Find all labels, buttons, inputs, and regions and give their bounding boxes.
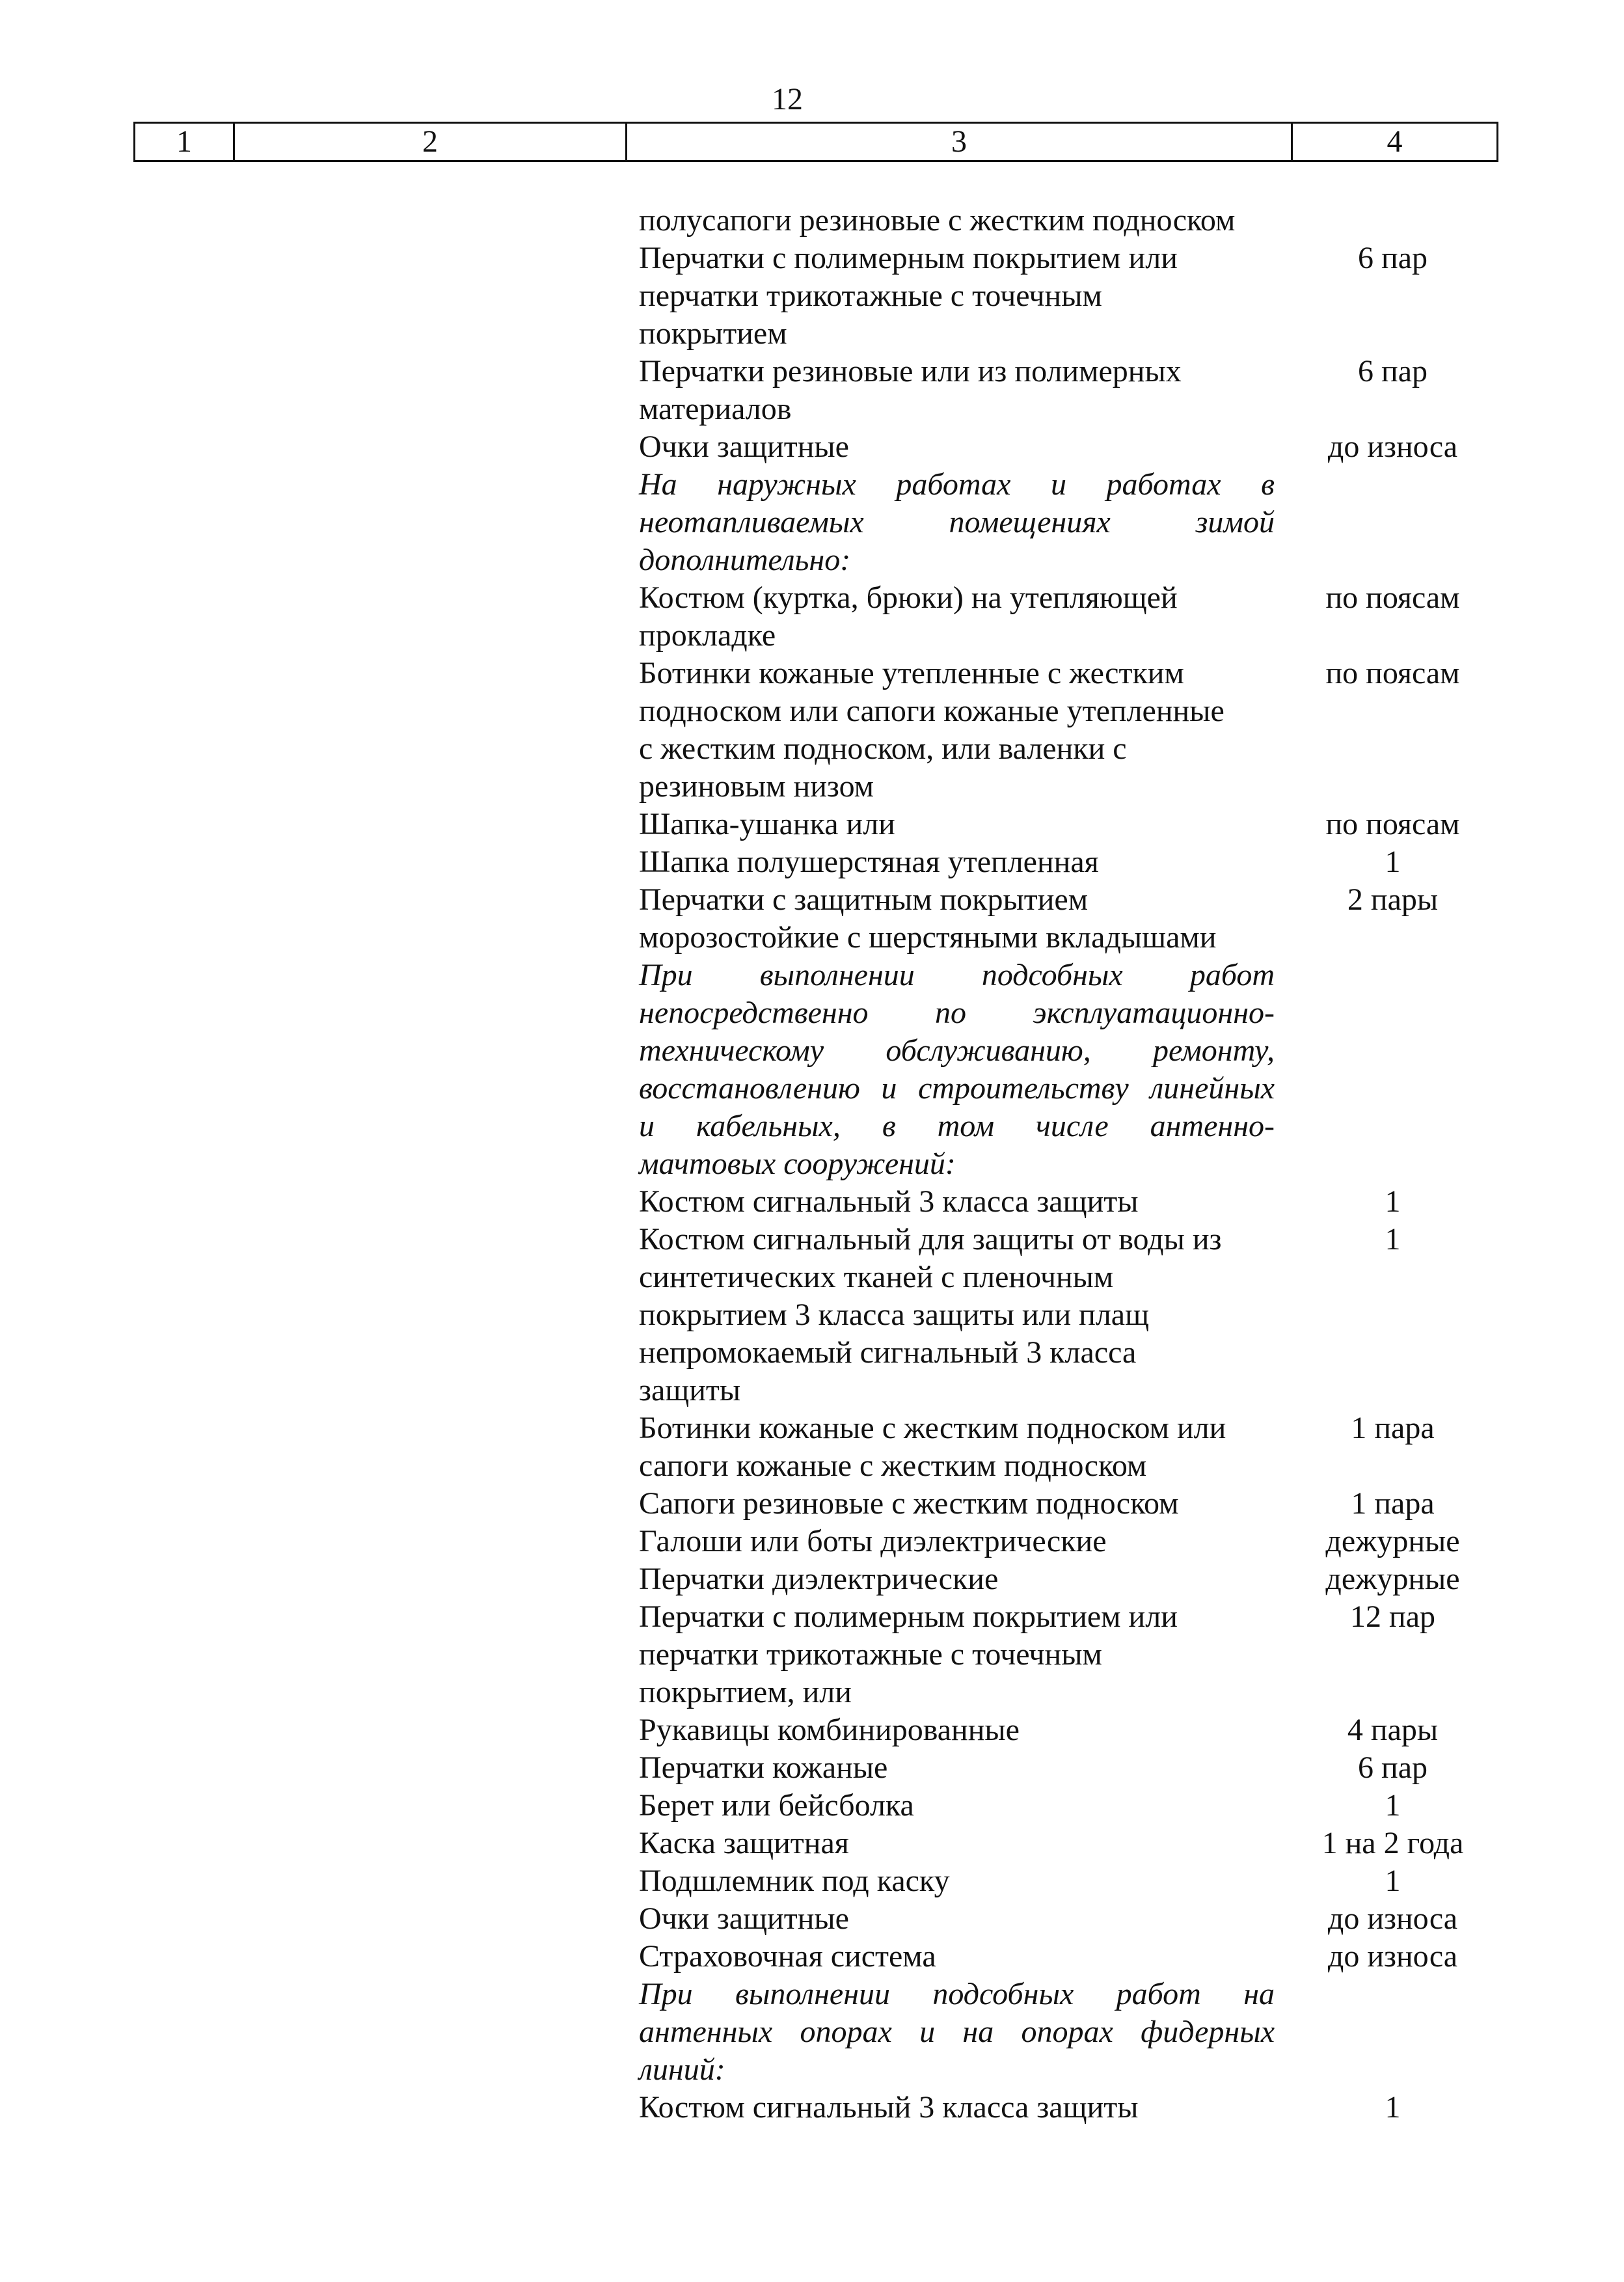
item-norm: 1 xyxy=(1385,1222,1401,1256)
item-norm xyxy=(1275,202,1511,239)
item-name-line: Сапоги резиновые с жестким подноском xyxy=(639,1486,1179,1521)
section-note-line: На наружных работах и работах в xyxy=(639,467,1275,502)
section-note-line: техническому обслуживанию, ремонту, xyxy=(639,1033,1275,1068)
item-name xyxy=(639,1523,1275,1560)
section-note-line: При выполнении подсобных работ xyxy=(639,958,1275,992)
item-name xyxy=(639,579,1275,655)
list-item xyxy=(639,1485,1511,1523)
item-name-line: Рукавицы комбинированные xyxy=(639,1713,1020,1747)
list-item xyxy=(639,1598,1511,1711)
list-item xyxy=(639,1938,1511,1976)
column-header-table xyxy=(133,122,1498,162)
item-name-line: Костюм сигнальный для защиты от воды из xyxy=(639,1222,1222,1256)
list-item xyxy=(639,579,1511,655)
item-name-line: непромокаемый сигнальный 3 класса xyxy=(639,1335,1137,1370)
section-note-line: восстановлению и строительству линейных xyxy=(639,1071,1275,1106)
item-norm: 1 на 2 года xyxy=(1321,1826,1464,1860)
section-note xyxy=(639,466,1275,579)
list-item xyxy=(639,2089,1511,2126)
item-name-line: Костюм сигнальный 3 класса защиты xyxy=(639,1184,1139,1219)
list-item xyxy=(639,806,1511,843)
item-name xyxy=(639,881,1275,957)
item-name xyxy=(639,2089,1275,2126)
page-number: 12 xyxy=(772,82,803,116)
item-norm: 1 xyxy=(1385,845,1401,879)
item-name xyxy=(639,806,1275,843)
column-header-4: 4 xyxy=(1292,123,1498,161)
section-note xyxy=(639,957,1275,1183)
item-norm: 12 пар xyxy=(1350,1599,1435,1634)
item-norm: до износа xyxy=(1327,1901,1458,1936)
section-note-line: При выполнении подсобных работ на xyxy=(639,1977,1275,2011)
item-name xyxy=(639,1221,1275,1409)
item-name-line: Шапка полушерстяная утепленная xyxy=(639,845,1099,879)
item-name-line: полусапоги резиновые с жестким подноском xyxy=(639,203,1236,238)
item-name-line: Перчатки резиновые или из полимерных xyxy=(639,354,1182,388)
item-norm: 1 пара xyxy=(1351,1411,1435,1445)
item-name-line: Перчатки с полимерным покрытием или xyxy=(639,241,1178,275)
item-name xyxy=(639,239,1275,353)
item-name-line: Костюм сигнальный 3 класса защиты xyxy=(639,2090,1139,2125)
item-name xyxy=(639,1409,1275,1485)
list-item xyxy=(639,881,1511,957)
item-norm: 2 пары xyxy=(1347,882,1439,917)
item-name-line: прокладке xyxy=(639,618,776,653)
list-item xyxy=(639,1183,1511,1221)
item-name xyxy=(639,1598,1275,1711)
item-name xyxy=(639,655,1275,806)
list-item xyxy=(639,1523,1511,1560)
list-item xyxy=(639,843,1511,881)
item-norm: 1 пара xyxy=(1351,1486,1435,1521)
item-name-line: с жестким подноском, или валенки с xyxy=(639,731,1127,766)
list-item xyxy=(639,202,1511,239)
item-name-line: Шапка-ушанка или xyxy=(639,807,895,841)
item-norm: дежурные xyxy=(1325,1524,1460,1558)
item-name xyxy=(639,1787,1275,1825)
item-name xyxy=(639,1711,1275,1749)
item-name-line: Каска защитная xyxy=(639,1826,849,1860)
section-note-line: неотапливаемых помещениях зимой xyxy=(639,505,1275,539)
item-norm: дежурные xyxy=(1325,1562,1460,1596)
column-header-1: 1 xyxy=(135,123,234,161)
item-norm: по поясам xyxy=(1325,807,1460,841)
item-name-line: Перчатки с полимерным покрытием или xyxy=(639,1599,1178,1634)
item-name-line: Страховочная система xyxy=(639,1939,936,1974)
list-item xyxy=(639,1221,1511,1409)
list-item xyxy=(639,1862,1511,1900)
item-name-line: покрытием, или xyxy=(639,1675,852,1709)
item-norm: 1 xyxy=(1385,1184,1401,1219)
list-item xyxy=(639,1409,1511,1485)
section-note-line: линий: xyxy=(639,2052,725,2087)
list-item xyxy=(639,1711,1511,1749)
item-name-line: подноском или сапоги кожаные утепленные xyxy=(639,694,1225,728)
item-name-line: Костюм (куртка, брюки) на утепляющей xyxy=(639,580,1178,615)
list-item xyxy=(639,428,1511,466)
item-name-line: резиновым низом xyxy=(639,769,874,804)
section-note-line: антенных опорах и на опорах фидерных xyxy=(639,2015,1275,2049)
item-name xyxy=(639,1938,1275,1976)
item-name-line: Очки защитные xyxy=(639,1901,849,1936)
item-name-line: Очки защитные xyxy=(639,429,849,464)
item-name xyxy=(639,1900,1275,1938)
list-item xyxy=(639,1787,1511,1825)
section-note-line: непосредственно по эксплуатационно- xyxy=(639,996,1275,1030)
item-norm: 4 пары xyxy=(1347,1713,1439,1747)
section-note xyxy=(639,1976,1275,2089)
item-norm: по поясам xyxy=(1325,580,1460,615)
item-name-line: защиты xyxy=(639,1373,741,1407)
item-name-line: перчатки трикотажные с точечным xyxy=(639,1637,1102,1672)
list-item xyxy=(639,655,1511,806)
section-note-line: дополнительно: xyxy=(639,543,851,577)
item-norm: до износа xyxy=(1327,1939,1458,1974)
item-norm: 6 пар xyxy=(1358,1750,1428,1785)
item-name-line: материалов xyxy=(639,392,792,426)
item-name xyxy=(639,1485,1275,1523)
item-norm: до износа xyxy=(1327,429,1458,464)
item-norm: 6 пар xyxy=(1358,241,1428,275)
list-item xyxy=(639,353,1511,428)
item-name xyxy=(639,1749,1275,1787)
list-item xyxy=(639,1825,1511,1862)
list-item xyxy=(639,1900,1511,1938)
item-name-line: Ботинки кожаные с жестким подноском или xyxy=(639,1411,1226,1445)
item-name xyxy=(639,353,1275,428)
item-name-line: покрытием xyxy=(639,316,787,351)
item-norm: 1 xyxy=(1385,1864,1401,1898)
item-name-line: Перчатки диэлектрические xyxy=(639,1562,999,1596)
item-name-line: Перчатки кожаные xyxy=(639,1750,888,1785)
item-name-line: морозостойкие с шерстяными вкладышами xyxy=(639,920,1217,955)
item-name-line: Галоши или боты диэлектрические xyxy=(639,1524,1107,1558)
item-name xyxy=(639,428,1275,466)
section-note-line: мачтовых сооружений: xyxy=(639,1147,956,1181)
item-norm: 1 xyxy=(1385,1788,1401,1823)
item-norm: 1 xyxy=(1385,2090,1401,2125)
item-name xyxy=(639,1183,1275,1221)
list-item xyxy=(639,1749,1511,1787)
item-name xyxy=(639,1560,1275,1598)
list-item xyxy=(639,239,1511,353)
item-name-line: Берет или бейсболка xyxy=(639,1788,914,1823)
item-name xyxy=(639,1825,1275,1862)
column-header-2: 2 xyxy=(234,123,627,161)
item-name xyxy=(639,202,1275,239)
item-name-line: сапоги кожаные с жестким подноском xyxy=(639,1448,1147,1483)
item-name-line: перчатки трикотажные с точечным xyxy=(639,278,1102,313)
column-header-3: 3 xyxy=(627,123,1292,161)
item-name-line: Ботинки кожаные утепленные с жестким xyxy=(639,656,1184,690)
list-item xyxy=(639,1560,1511,1598)
item-name-line: Подшлемник под каску xyxy=(639,1864,950,1898)
item-norm: 6 пар xyxy=(1358,354,1428,388)
item-name-line: покрытием 3 класса защиты или плащ xyxy=(639,1297,1150,1332)
item-name xyxy=(639,1862,1275,1900)
norms-list xyxy=(639,202,1511,2126)
item-name-line: Перчатки с защитным покрытием xyxy=(639,882,1089,917)
item-norm: по поясам xyxy=(1325,656,1460,690)
section-note-line: и кабельных, в том числе антенно- xyxy=(639,1109,1275,1143)
item-name xyxy=(639,843,1275,881)
item-name-line: синтетических тканей с пленочным xyxy=(639,1260,1114,1294)
